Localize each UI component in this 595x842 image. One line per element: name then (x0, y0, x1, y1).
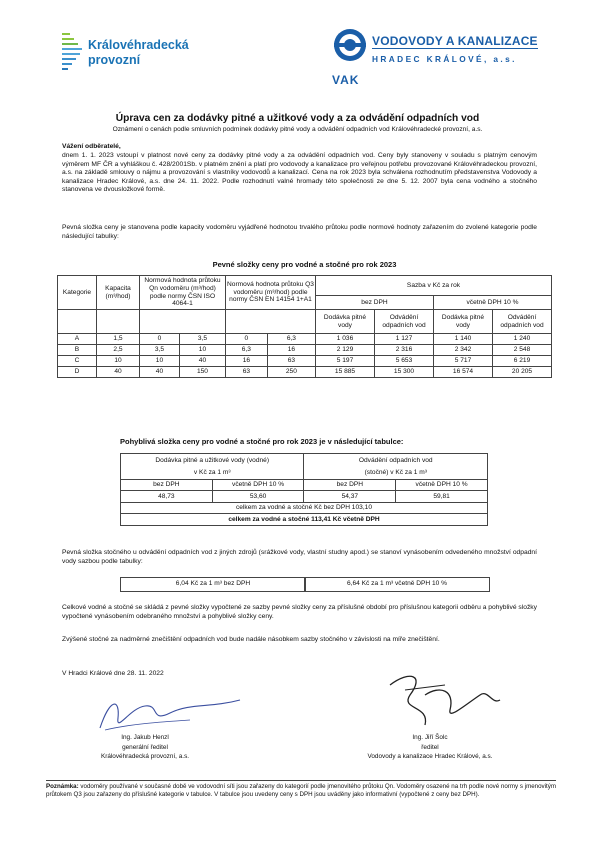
document-title: Úprava cen za dodávky pitné a užitkové vody a za odvádění odpadních vod (115, 113, 480, 124)
col-norm-q3: Normová hodnota průtoku Q3 vodoměru (m³/hod) podle normy ČSN EN 14154 1+A1 (225, 276, 315, 310)
document-subtitle: Oznámení o cenách podle smluvních podmínek dodávky pitné vody a odvádění odpadních vod Královéhradecké provozní, a.s. (112, 126, 483, 133)
table-row: D 40 40 150 63 250 15 885 15 300 16 574 20 205 (58, 367, 552, 378)
salutation: Vážení odběratelé, (62, 143, 121, 150)
head-stocne-unit: (stočné) v Kč za 1 m³ (304, 468, 488, 480)
brand-line-2: provozní (88, 53, 141, 67)
signatory-right: Ing. Jiří Šolc ředitel Vodovody a kanalizace Hradec Králové, a.s. (367, 734, 493, 760)
table1-caption: Pevné složky ceny pro vodné a stočné pro rok 2023 (212, 260, 397, 269)
col-odvadeni-bez: Odvádění odpadních vod (375, 310, 434, 334)
col-vc-dph: včetně DPH 10 % (434, 296, 552, 310)
brand-line-1: Královéhradecká (88, 38, 189, 52)
fixed-component-paragraph: Pevná složka ceny je stanovena podle kapacity vodoměru vyjádřené hodnotou trvalého průtoku podle normové hodnoty zařazením do zvolené kategorie podle následující tabulky: (62, 224, 537, 240)
col-norm-qn: Normová hodnota průtoku Qn vodoměru (m³/hod) podle normy ČSN ISO 4064-1 (140, 276, 226, 310)
head-vodne-unit: v Kč za 1 m³ (121, 468, 304, 480)
table-row: 48,73 53,60 54,37 59,81 (121, 491, 488, 503)
intro-paragraph: dnem 1. 1. 2023 vstoupí v platnost nové ceny za dodávky pitné vody a za odvádění odpadních vod. Ceny byly stanoveny v souladu s platným cenovým výměrem MF ČR a vyhláškou č. 428/2001Sb. v platném znění a platí pro vodovody a kanalizace pro veřejnou potřebu provozované Královéhradeckou provozní, a.s. na základě smlouvy o nájmu a provozování s vlastníky vodovodů a kanalizací. Cena na rok 2023 byla schválena rozhodnutím představenstva Vodovody a kanalizace Hradec Králové, a.s. dne 24. 11. 2022. Podle rozhodnutí valné hromady této společnosti ze dne 5. 12. 2007 byla cena vodného a stočného stanovena ve dvousložkové formě. (62, 152, 537, 194)
head-vodne: Dodávka pitné a užitkové vody (vodné) (121, 454, 304, 468)
vak-subtitle: HRADEC KRÁLOVÉ, a.s. (372, 54, 517, 64)
fixed-price-table (57, 275, 552, 378)
sewage-paragraph: Pevná složka stočného u odvádění odpadních vod z jiných zdrojů (srážkové vody, vlastní studny apod.) se stanoví vynásobením odvedeného množství odpadní vody sazbou podle tabulky: (62, 549, 537, 565)
table2-caption: Pohyblivá složka ceny pro vodné a stočné pro rok 2023 je v následující tabulce: (120, 437, 404, 446)
signature-solc (370, 665, 510, 735)
kralovehradecka-logo (62, 30, 202, 78)
note-paragraph: Zvýšené stočné za nadměrné znečištění odpadních vod bude nadále násobkem sazby stočného v závislosti na míře znečištění. (62, 636, 440, 643)
vak-emblem-icon (330, 27, 370, 71)
place-date: V Hradci Králové dne 28. 11. 2022 (62, 670, 164, 677)
table-row: C 10 10 40 16 63 5 197 5 653 5 717 6 219 (58, 356, 552, 367)
table-row: A 1,5 0 3,5 0 6,3 1 036 1 127 1 140 1 240 (58, 334, 552, 345)
total-paragraph: Celkové vodné a stočné se skládá z pevné složky vypočtené ze sazby pevné složky ceny za příslušné období pro příslušnou kategorii odběru a pohyblivé složky vypočtené vynásobením odebraného množství a pohyblivé složky ceny. (62, 604, 537, 620)
vak-title: VODOVODY A KANALIZACE (372, 34, 538, 48)
head-stocne: Odvádění odpadních vod (304, 454, 488, 468)
variable-price-table: Dodávka pitné a užitkové vody (vodné) Odvádění odpadních vod v Kč za 1 m³ (stočné) v Kč za 1 m³ bez DPH včetně DPH 10 % bez DPH včetně DPH 10 % 48,73 53,60 54,37 59,81 celkem za vodné a stočné Kč bez DPH 103,10 celkem za vodné a stočné 113,41 Kč včetně DPH (120, 453, 488, 526)
col-dodavka-vc: Dodávka pitné vody (434, 310, 493, 334)
table-row: B 2,5 3,5 10 6,3 16 2 129 2 316 2 342 2 548 (58, 345, 552, 356)
vak-mark: VAK (332, 73, 360, 87)
col-kapacita: Kapacita (m³/hod) (97, 276, 140, 310)
vak-logo (330, 27, 555, 87)
col-bez-dph: bez DPH (316, 296, 434, 310)
col-dodavka-bez: Dodávka pitné vody (316, 310, 375, 334)
total-vc-dph: celkem za vodné a stočné 113,41 Kč včetně DPH (121, 514, 488, 526)
total-bez-dph: celkem za vodné a stočné Kč bez DPH 103,10 (121, 503, 488, 514)
col-kategorie: Kategorie (58, 276, 97, 310)
footnote: Poznámka: vodoměry používané v současné době ve vodovodní síti jsou zařazeny do kategorií podle jmenovitého průtoku Qn. Vodoměry osazené na trh podle nové normy s jmenovitým průtokem Q3 jsou zařazeny do příslušné kategorie v tabulce. V tabulce jsou uvedeny ceny s DPH jsou uváděny jako informativní (vypočtené z ceny bez DPH). (46, 780, 556, 799)
signatory-left: Ing. Jakub Henzl generální ředitel Královéhradecká provozní, a.s. (100, 734, 190, 760)
sewage-rate-vc: 6,64 Kč za 1 m³ včetně DPH 10 % (304, 577, 490, 592)
col-odvadeni-vc: Odvádění odpadních vod (493, 310, 552, 334)
col-sazba: Sazba v Kč za rok (316, 276, 552, 296)
signature-henzl (90, 688, 250, 738)
sewage-rate-bez: 6,04 Kč za 1 m³ bez DPH (120, 577, 306, 592)
